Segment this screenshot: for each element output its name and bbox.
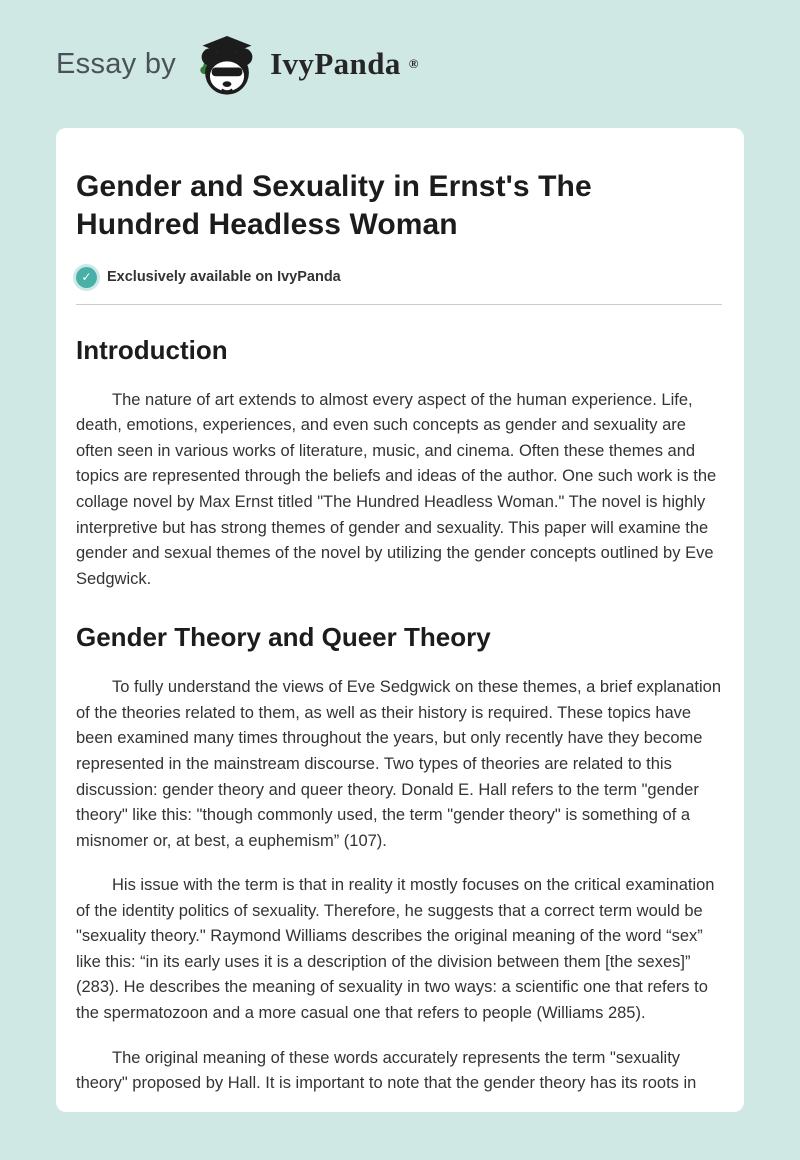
paragraph: His issue with the term is that in reality it mostly focuses on the critical examination of the identity politics of sexuality. Therefore, he suggests that a correct term would be "sexuality theory." Raymond Williams describes the original meaning of the word “sex” like this: “in its early uses it is a description of the division between them [the sexes]” (283). He describes the meaning of sexuality in two ways: a scientific one that refers to the spermatozoon and a more casual one that refers to people (Williams 285). [76,876,715,1023]
brand-name: IvyPanda [270,46,401,81]
site-header [0,0,800,128]
registered-mark: ® [408,56,419,71]
ivypanda-logo[interactable] [192,29,418,99]
availability-label: Exclusively available on IvyPanda [107,269,341,286]
essay-by-label: Essay by [56,47,177,80]
section-heading-introduction: Introduction [76,334,228,365]
paragraph: The original meaning of these words accurately represents the term "sexuality theory" proposed by Hall. It is important to note that the gender theory has its roots in [76,1048,697,1093]
availability-row [76,267,722,288]
check-icon: ✓ [76,267,97,288]
paragraph: To fully understand the views of Eve Sedgwick on these themes, a brief explanation of the theories related to them, as well as their history is required. These topics have been examined many times throughout the years, but only recently have they become represented in the mainstream discourse. Two types of theories are related to this discussion: gender theory and queer theory. Donald E. Hall refers to the term "gender theory" like this: "though commonly used, the term "gender theory" is something of a misnomer or, at best, a euphemism” (107). [76,678,722,850]
essay-title: Gender and Sexuality in Ernst's The Hundred Headless Woman [76,170,592,242]
panda-graduate-logo-icon [192,29,262,99]
paragraph: The nature of art extends to almost every aspect of the human experience. Life, death, emotions, experiences, and even such concepts as gender and sexuality are often seen in various works of literature, music, and cinema. Often these themes and topics are represented through the beliefs and ideas of the author. One such work is the collage novel by Max Ernst titled "The Hundred Headless Woman." The novel is highly interpretive but has strong themes of gender and sexuality. This paper will examine the gender and sexual themes of the novel by utilizing the gender concepts outlined by Eve Sedgwick. [76,390,717,588]
divider [76,304,722,305]
section-heading-gender-theory-and-queer-theory: Gender Theory and Queer Theory [76,622,491,653]
essay-card [56,128,744,1112]
